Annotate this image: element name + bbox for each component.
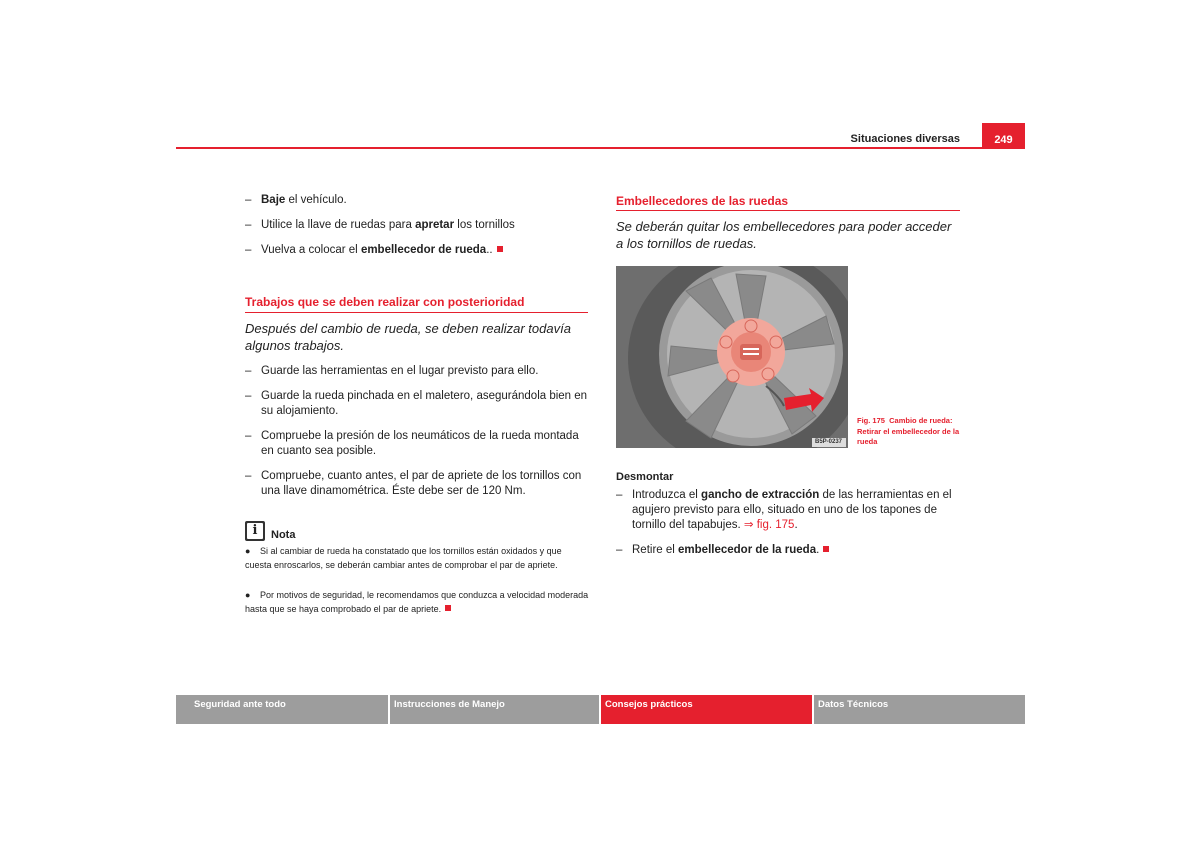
section-intro: Después del cambio de rueda, se deben realizar todavía algunos trabajos. (245, 321, 571, 353)
nav-tab-consejos[interactable]: Consejos prácticos (601, 695, 812, 724)
page-number: 249 (982, 123, 1025, 148)
end-marker (823, 546, 829, 552)
section-rule (245, 312, 588, 313)
end-marker (445, 605, 451, 611)
nav-tab-datos[interactable]: Datos Técnicos (814, 695, 1025, 724)
wheel-illustration (616, 266, 848, 448)
header-rule (176, 147, 1025, 149)
nav-tab-instrucciones[interactable]: Instrucciones de Manejo (390, 695, 599, 724)
figure-code: B5P-0237 (815, 439, 843, 445)
bullet-dot-icon: ● (245, 546, 251, 556)
section-intro: Se deberán quitar los embellecedores para poder acceder a los tornillos de ruedas. (616, 219, 952, 251)
figure-reference-link[interactable]: ⇒ fig. 175 (743, 519, 795, 531)
end-marker (497, 246, 503, 252)
note-item: ● Si al cambiar de rueda ha constatado que los tornillos están oxidados y que cuesta enroscarlos, se deberán cambiar antes de comprobar el par de apriete. (245, 546, 562, 570)
running-header-title: Situaciones diversas (850, 133, 960, 145)
figure-wheel-cover-removal (616, 266, 848, 448)
section-heading-wheel-covers: Embellecedores de las ruedas (616, 194, 789, 208)
subheading-desmontar: Desmontar (616, 471, 674, 483)
note-title: Nota (271, 529, 296, 541)
info-icon: i (245, 521, 265, 541)
section-rule (616, 210, 960, 211)
note-item: ● Por motivos de seguridad, le recomendamos que conduzca a velocidad moderada hasta que se haya comprobado el par de apriete. (245, 590, 589, 614)
bullet-dot-icon: ● (245, 590, 251, 600)
nav-tab-seguridad[interactable]: Seguridad ante todo (176, 695, 388, 724)
section-heading-after-work: Trabajos que se deben realizar con posterioridad (245, 295, 525, 309)
figure-caption: Fig. 175 Cambio de rueda: Retirar el embellecedor de la rueda (857, 416, 960, 446)
